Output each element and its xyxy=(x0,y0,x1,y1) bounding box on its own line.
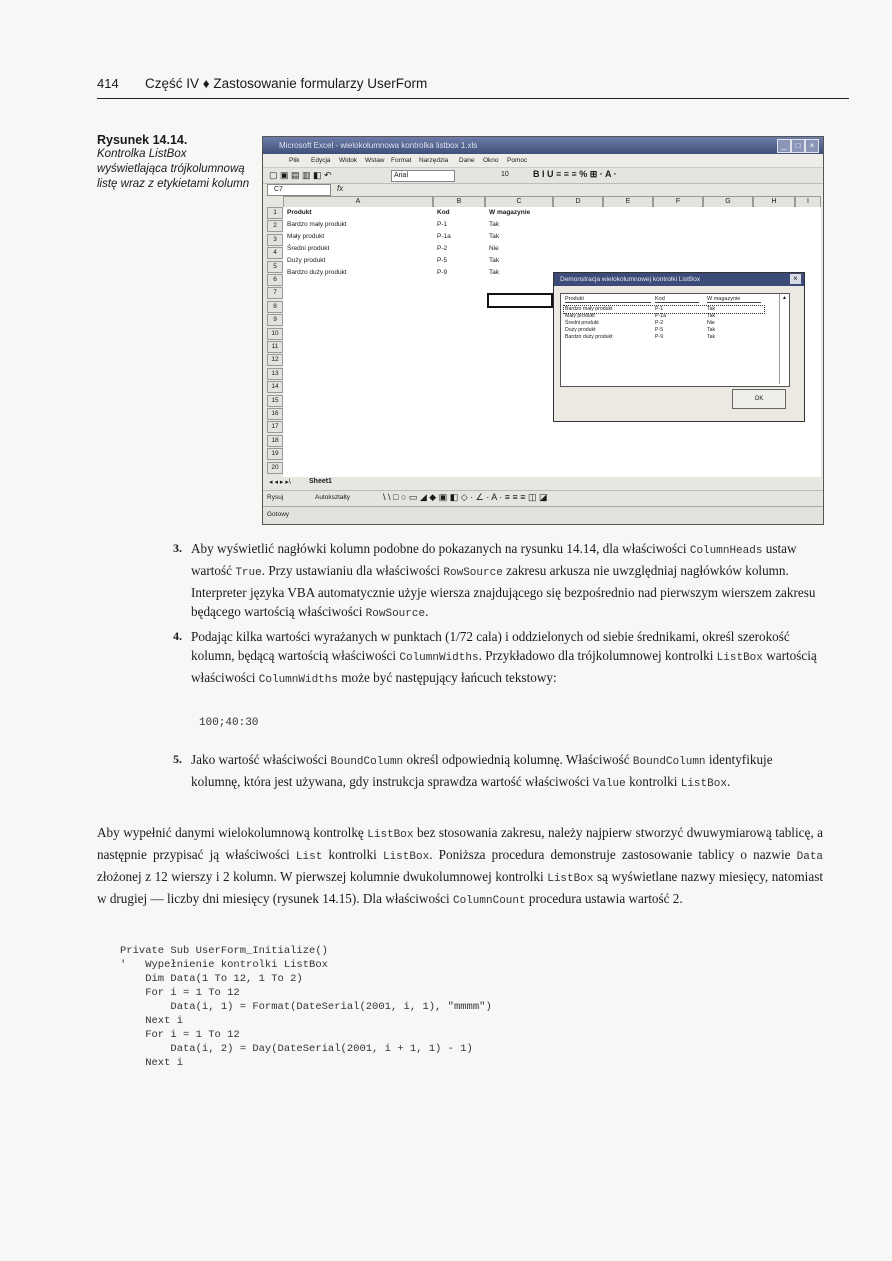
status-text: Gotowy xyxy=(267,511,290,518)
code-line: ' Wypełnienie kontrolki ListBox xyxy=(120,959,328,971)
inline-code: ListBox xyxy=(716,652,763,664)
row-header[interactable]: 11 xyxy=(267,341,283,353)
listbox-item[interactable]: P-1 xyxy=(655,306,664,312)
listbox-scrollbar[interactable]: ▴ xyxy=(779,294,789,384)
figure-caption-description: Kontrolka ListBox wyświetlająca trójkolumnową listę wraz z etykietami kolumn xyxy=(97,148,250,190)
cell-stock[interactable]: Tak xyxy=(489,269,500,276)
paragraph-text: procedura ustawia wartość 2. xyxy=(528,891,683,906)
menu-tools[interactable]: Narzędzia xyxy=(419,157,449,164)
row-header[interactable]: 12 xyxy=(267,354,283,366)
row-header[interactable]: 3 xyxy=(267,234,283,246)
item-text: identyfikuje kolumnę, która jest używana, gdy instrukcja sprawdza wartość właściwości xyxy=(191,752,773,789)
listbox-item[interactable]: Nie xyxy=(707,320,715,326)
cell-stock[interactable]: Tak xyxy=(489,221,500,228)
listbox-item[interactable]: Mały produkt xyxy=(565,313,595,319)
inline-code: ListBox xyxy=(367,829,414,841)
listbox-header-code: Kod xyxy=(655,296,699,303)
col-header-c[interactable]: C xyxy=(485,196,553,208)
row-header[interactable]: 8 xyxy=(267,301,283,313)
font-size-select[interactable]: 10 xyxy=(501,171,509,178)
inline-code: RowSource xyxy=(443,567,503,579)
listbox-item[interactable]: P-1a xyxy=(655,313,666,319)
listbox-item[interactable]: Tak xyxy=(707,327,716,333)
item-text: Podając kilka wartości wyrażanych w punktach (1/72 cala) i oddzielonych od siebie średnikami, określ szerokość kolumn, będącą wartością właściwości xyxy=(191,629,790,663)
menu-data[interactable]: Dane xyxy=(459,157,475,164)
row-header[interactable]: 13 xyxy=(267,368,283,380)
listbox-item[interactable]: Tak xyxy=(707,313,716,319)
paragraph-text: . Poniższa procedura demonstruje zastosowanie tablicy o nazwie xyxy=(429,847,791,862)
cell-header-stock[interactable]: W magazynie xyxy=(489,209,531,216)
name-box[interactable]: C7 xyxy=(267,184,331,196)
inline-code: ListBox xyxy=(382,851,430,863)
list-item-5 xyxy=(173,750,823,794)
cell-code[interactable]: P-1a xyxy=(437,233,451,240)
page-number: 414 xyxy=(97,76,119,91)
paragraph-text: kontrolki xyxy=(328,847,377,862)
page-header xyxy=(97,72,849,99)
item-text: ustaw wartość xyxy=(191,541,797,578)
sheet-tabs xyxy=(267,477,819,489)
code-line: For i = 1 To 12 xyxy=(120,987,240,999)
listbox-item[interactable]: Tak xyxy=(707,334,716,340)
autoshapes-menu[interactable]: Autokształty xyxy=(315,494,351,501)
listbox-item[interactable]: Duży produkt xyxy=(565,327,596,333)
excel-title-bar xyxy=(263,137,823,154)
font-name-select[interactable]: Arial xyxy=(391,170,455,182)
menu-help[interactable]: Pomoc xyxy=(507,157,528,164)
code-line: For i = 1 To 12 xyxy=(120,1029,240,1041)
listbox-item[interactable]: P-9 xyxy=(655,334,664,340)
sheet-tab[interactable]: Sheet1 xyxy=(309,478,332,485)
col-header-a[interactable]: A xyxy=(283,196,433,208)
body-paragraph xyxy=(97,823,823,911)
excel-window-title: Microsoft Excel - wielokolumnowa kontrolka listbox 1.xls xyxy=(279,141,478,150)
code-listing xyxy=(120,944,820,1070)
inline-code: ColumnHeads xyxy=(689,545,763,557)
close-icon[interactable]: × xyxy=(805,139,819,153)
excel-menu-bar xyxy=(263,154,823,167)
row-header[interactable]: 9 xyxy=(267,314,283,326)
cell-header-product[interactable]: Produkt xyxy=(287,209,312,216)
sheet-nav-icon[interactable]: ◂ ◂ ▸ ▸\ xyxy=(269,479,291,486)
active-cell-c7[interactable] xyxy=(487,293,553,308)
item-text: . Przykładowo dla trójkolumnowej kontrolki xyxy=(478,648,714,663)
item-text: . xyxy=(425,604,429,619)
drawing-toolbar xyxy=(263,490,823,506)
item-text: . Przy ustawianiu dla właściwości xyxy=(261,563,441,578)
paragraph-text: Aby wypełnić danymi wielokolumnową kontrolkę xyxy=(97,825,364,840)
listbox-item[interactable]: P-5 xyxy=(655,327,664,333)
cell-code[interactable]: P-2 xyxy=(437,245,448,252)
fx-icon: fx xyxy=(337,184,344,193)
item-text: Jako wartość właściwości xyxy=(191,752,328,767)
row-header[interactable]: 19 xyxy=(267,448,283,460)
paragraph-text: bez stosowania zakresu, należy najpierw stworzyć dwuwymiarową tablicę, a następnie przypisać ją właściwości xyxy=(97,825,823,862)
example-string: 100;40:30 xyxy=(199,717,259,729)
col-header-b[interactable]: B xyxy=(433,196,485,208)
col-header-f[interactable]: F xyxy=(653,196,703,208)
paragraph-text: złożonej z 12 wierszy i 2 kolumn. W pierwszej kolumnie dwukolumnowej kontrolki xyxy=(97,869,544,884)
inline-code: List xyxy=(295,851,323,863)
inline-code: RowSource xyxy=(365,608,426,620)
item-text: określ odpowiednią kolumnę. Właściwość xyxy=(406,752,630,767)
item-number: 3. xyxy=(173,541,182,555)
inline-code: True xyxy=(235,567,262,579)
listbox-item[interactable]: Bardzo duży produkt xyxy=(565,334,613,340)
row-header[interactable]: 6 xyxy=(267,274,283,286)
row-header[interactable]: 1 xyxy=(267,207,283,219)
list-item-3 xyxy=(173,539,823,624)
row-header[interactable]: 15 xyxy=(267,395,283,407)
draw-menu[interactable]: Rysuj xyxy=(267,494,284,501)
row-header[interactable]: 14 xyxy=(267,381,283,393)
inline-code: ListBox xyxy=(680,778,727,790)
row-header[interactable]: 7 xyxy=(267,287,283,299)
figure-caption-title: Rysunek 14.14. xyxy=(97,133,188,147)
inline-code: ColumnCount xyxy=(452,895,526,907)
col-header-d[interactable]: D xyxy=(553,196,603,208)
paragraph-text: są wyświetlane nazwy miesięcy, natomiast w drugiej — liczby dni miesięcy (rysunek 14.15). Dla właściwości xyxy=(97,869,823,906)
inline-code: ColumnWidths xyxy=(399,652,479,664)
item-text: wartością właściwości xyxy=(191,648,817,685)
cell-stock[interactable]: Tak xyxy=(489,257,500,264)
menu-format[interactable]: Format xyxy=(391,157,412,164)
running-title: Część IV ♦ Zastosowanie formularzy UserForm xyxy=(145,76,428,91)
inline-code: ListBox xyxy=(547,873,594,885)
listbox-dialog xyxy=(553,272,805,422)
row-header[interactable]: 16 xyxy=(267,408,283,420)
multicolumn-listbox[interactable] xyxy=(560,293,790,387)
cell-stock[interactable]: Nie xyxy=(489,245,499,252)
code-line: Dim Data(1 To 12, 1 To 2) xyxy=(120,973,303,985)
row-header[interactable]: 20 xyxy=(267,462,283,474)
col-header-e[interactable]: E xyxy=(603,196,653,208)
item-text: może być następujący łańcuch tekstowy: xyxy=(341,670,557,685)
col-header-g[interactable]: G xyxy=(703,196,753,208)
listbox-item[interactable]: Bardzo mały produkt xyxy=(565,306,613,312)
cell-code[interactable]: P-9 xyxy=(437,269,448,276)
inline-code: BoundColumn xyxy=(632,756,706,768)
cell-product[interactable]: Mały produkt xyxy=(287,233,325,240)
col-header-i[interactable]: I xyxy=(795,196,821,208)
item-text: zakresu arkusza nie uwzględniaj nagłówków kolumn. Interpreter języka VBA automatycznie użyje wiersza znajdującego się bezpośrednio nad pierwszym wierszem zakresu będącego wartością właściwości xyxy=(191,563,816,619)
row-header[interactable]: 2 xyxy=(267,220,283,232)
dialog-title: Demonstracja wielokolumnowej kontrolki ListBox xyxy=(560,276,701,283)
dialog-title-bar xyxy=(554,273,804,286)
inline-code: ColumnWidths xyxy=(258,674,338,686)
listbox-header-stock: W magazynie xyxy=(707,296,761,303)
code-line: Data(i, 1) = Format(DateSerial(2001, i, 1), "mmmm") xyxy=(120,1001,492,1013)
row-header[interactable]: 10 xyxy=(267,328,283,340)
item-text: kontrolki xyxy=(629,774,678,789)
minimize-icon[interactable]: _ xyxy=(777,139,791,153)
dialog-close-icon[interactable]: × xyxy=(790,274,801,284)
ok-button[interactable]: OK xyxy=(732,389,786,409)
status-bar xyxy=(263,506,823,524)
code-line: Next i xyxy=(120,1057,184,1069)
row-header[interactable]: 18 xyxy=(267,435,283,447)
cell-code[interactable]: P-5 xyxy=(437,257,448,264)
listbox-header-product: Produkt xyxy=(565,296,651,303)
item-number: 5. xyxy=(173,752,182,766)
col-header-h[interactable]: H xyxy=(753,196,795,208)
inline-code: BoundColumn xyxy=(330,756,404,768)
menu-window[interactable]: Okno xyxy=(483,157,499,164)
cell-code[interactable]: P-1 xyxy=(437,221,448,228)
code-line: Next i xyxy=(120,1015,184,1027)
cell-product[interactable]: Bardzo mały produkt xyxy=(287,221,347,228)
list-item-4 xyxy=(173,627,823,690)
item-text: . xyxy=(726,774,731,789)
format-buttons[interactable]: B I U ≡ ≡ ≡ % ⊞ · A · xyxy=(533,169,617,179)
menu-view[interactable]: Widok xyxy=(339,157,358,164)
figure-caption xyxy=(97,133,257,192)
excel-toolbar xyxy=(263,167,823,184)
inline-code: Data xyxy=(796,851,824,863)
item-text: Aby wyświetlić nagłówki kolumn podobne do pokazanych na rysunku 14.14, dla właściwości xyxy=(191,541,687,556)
listbox-item[interactable]: Tak xyxy=(707,306,716,312)
row-header[interactable]: 4 xyxy=(267,247,283,259)
menu-file[interactable]: Plik xyxy=(289,157,300,164)
listbox-item[interactable]: P-2 xyxy=(655,320,664,326)
row-header[interactable]: 17 xyxy=(267,421,283,433)
toolbar-icons[interactable]: ▢ ▣ ▤ ▥ ◧ ↶ xyxy=(269,170,332,180)
cell-stock[interactable]: Tak xyxy=(489,233,500,240)
item-number: 4. xyxy=(173,629,182,643)
cell-header-code[interactable]: Kod xyxy=(437,209,450,216)
listbox-item[interactable]: Średni produkt xyxy=(565,320,599,326)
cell-product[interactable]: Bardzo duży produkt xyxy=(287,269,347,276)
cell-product[interactable]: Średni produkt xyxy=(287,245,330,252)
drawing-tool-icons[interactable]: \ \ □ ○ ▭ ◢ ◆ ▣ ◧ ◇ · ∠ · A · ≡ ≡ ≡ ◫ ◪ xyxy=(383,492,548,502)
cell-product[interactable]: Duży produkt xyxy=(287,257,326,264)
inline-code: Value xyxy=(592,778,626,790)
code-line: Private Sub UserForm_Initialize() xyxy=(120,945,328,957)
code-line: Data(i, 2) = Day(DateSerial(2001, i + 1, 1) - 1) xyxy=(120,1043,473,1055)
maximize-icon[interactable]: □ xyxy=(791,139,805,153)
menu-edit[interactable]: Edycja xyxy=(311,157,331,164)
menu-insert[interactable]: Wstaw xyxy=(365,157,385,164)
row-header[interactable]: 5 xyxy=(267,261,283,273)
excel-screenshot xyxy=(262,136,824,525)
